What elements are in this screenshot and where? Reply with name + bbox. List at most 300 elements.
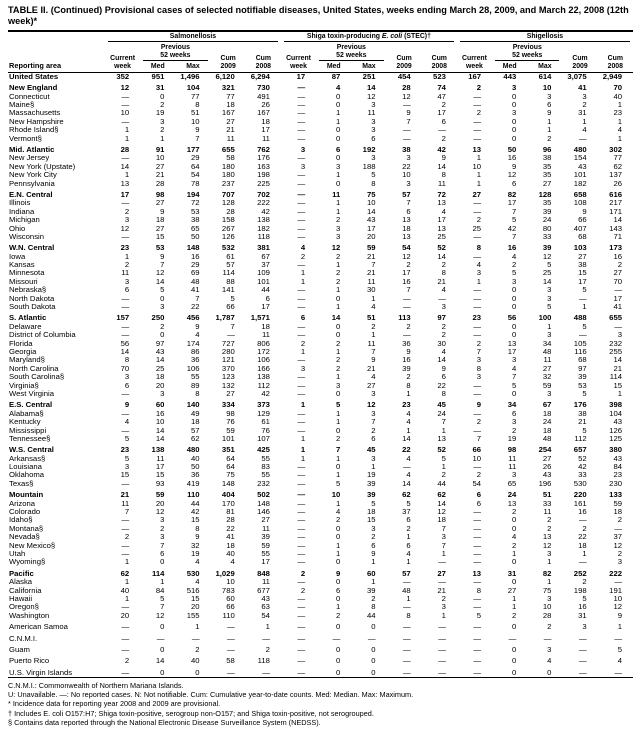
value-cell: 2	[336, 611, 341, 620]
value-cell: 56	[120, 339, 130, 348]
table-row	[8, 508, 633, 516]
value-cell: 25	[472, 224, 482, 233]
value-cell: 19	[366, 471, 376, 480]
previous-52-weeks-header-salmonellosis: Previous 52 weeks	[140, 43, 210, 61]
value-cell: 42	[261, 389, 270, 398]
value-cell: 352	[116, 72, 130, 81]
value-cell: 2	[371, 426, 376, 435]
table-row	[8, 331, 633, 339]
value-cell: 24	[437, 409, 446, 418]
value-cell: 62	[120, 569, 130, 578]
table-row	[8, 261, 633, 269]
value-cell: 1,571	[250, 314, 270, 323]
value-cell: 2	[582, 524, 587, 533]
value-cell: 2	[300, 586, 306, 595]
value-cell: 198	[573, 586, 587, 595]
value-cell: —	[121, 232, 130, 241]
value-cell: 176	[573, 401, 587, 410]
value-cell: 0	[160, 330, 165, 340]
value-cell: 1	[336, 286, 341, 295]
value-cell: 8	[441, 269, 446, 278]
value-cell: 1	[371, 462, 376, 472]
value-cell: 2	[511, 541, 517, 550]
value-cell: 254	[538, 446, 552, 455]
value-cell: —	[403, 100, 411, 110]
group-header-salmonellosis	[105, 31, 281, 44]
value-cell: 8	[441, 389, 446, 398]
table-row	[8, 208, 633, 216]
value-cell: 18	[155, 372, 165, 382]
value-cell: 28	[226, 207, 235, 216]
value-cell: 0	[336, 92, 341, 101]
reporting-area-cell: Colorado	[9, 507, 41, 517]
value-cell: 4	[582, 126, 587, 135]
value-cell: 16	[507, 154, 517, 163]
value-cell: 2	[336, 356, 341, 365]
value-cell: 13	[402, 215, 411, 225]
value-cell: 52	[437, 446, 446, 455]
value-cell: 141	[221, 286, 235, 295]
value-cell: —	[473, 577, 482, 587]
value-cell: 70	[613, 277, 622, 286]
value-cell: 6	[336, 586, 341, 595]
value-cell: 32	[191, 541, 200, 550]
value-cell: 13	[437, 434, 446, 443]
value-cell: 1	[617, 622, 622, 632]
value-cell: 3	[511, 356, 517, 365]
value-cell: 4	[406, 549, 411, 558]
value-cell: —	[473, 645, 482, 654]
table-row	[8, 323, 633, 331]
value-cell: 3	[547, 330, 552, 340]
value-cell: —	[403, 330, 411, 340]
reporting-area-cell: E.S. Central	[9, 401, 53, 410]
reporting-area-cell: Alaska	[9, 577, 33, 587]
value-cell: —	[297, 541, 306, 550]
value-cell: 1	[547, 558, 552, 567]
value-cell: 20	[155, 381, 165, 390]
value-cell: 132	[221, 381, 235, 390]
value-cell: 3	[511, 471, 517, 480]
value-cell: 155	[186, 611, 200, 620]
value-cell: 182	[257, 224, 270, 233]
value-cell: 2	[336, 516, 341, 525]
value-cell: —	[438, 622, 446, 632]
value-cell: 16	[402, 277, 411, 286]
value-cell: 52	[578, 454, 587, 463]
value-cell: 222	[609, 569, 622, 578]
value-cell: —	[297, 199, 306, 208]
value-cell: —	[578, 634, 587, 643]
value-cell: 43	[578, 162, 587, 171]
value-cell: 267	[221, 224, 235, 233]
value-cell: 2	[195, 645, 200, 654]
value-cell: 2	[511, 426, 517, 435]
table-row	[8, 171, 633, 179]
value-cell: 232	[609, 339, 622, 348]
value-cell: 1	[300, 347, 306, 356]
value-cell: 0	[336, 100, 341, 110]
value-cell: —	[121, 389, 130, 398]
value-cell: 138	[257, 215, 270, 225]
value-cell: 23	[613, 471, 622, 480]
value-cell: 6	[441, 372, 446, 382]
value-cell: 7	[441, 417, 446, 427]
value-cell: 28	[155, 179, 165, 188]
value-cell: 87	[331, 72, 341, 81]
value-cell: 52	[437, 244, 446, 253]
value-cell: 9	[160, 207, 165, 216]
value-cell: 3	[336, 224, 341, 233]
value-cell: 13	[437, 224, 446, 233]
value-cell: —	[262, 634, 270, 643]
value-cell: 61	[226, 252, 235, 261]
value-cell: 66	[226, 603, 235, 612]
value-cell: 114	[151, 569, 165, 578]
value-cell: 11	[367, 339, 376, 348]
value-cell: 4	[617, 126, 622, 135]
value-cell: 36	[191, 471, 200, 480]
value-cell: 1	[406, 594, 411, 603]
value-cell: 118	[257, 657, 270, 666]
value-cell: 2	[476, 339, 482, 348]
table-row	[8, 471, 633, 479]
value-cell: 1	[160, 134, 165, 143]
value-cell: 0	[160, 558, 165, 567]
value-cell: —	[297, 645, 306, 654]
value-cell: —	[473, 389, 482, 398]
value-cell: 3	[511, 84, 517, 93]
value-cell: 138	[151, 446, 165, 455]
value-cell: 5	[511, 215, 517, 225]
value-cell: 98	[155, 190, 165, 199]
value-cell: 177	[186, 145, 200, 155]
value-cell: —	[403, 302, 411, 312]
value-cell: 502	[257, 491, 270, 500]
value-cell: 9	[511, 162, 517, 171]
value-cell: 10	[155, 417, 165, 427]
value-cell: —	[438, 126, 446, 135]
value-cell: 7	[371, 260, 376, 270]
value-cell: 29	[191, 154, 200, 163]
value-cell: 9	[195, 532, 200, 542]
value-cell: 1	[336, 454, 341, 463]
value-cell: 702	[257, 190, 270, 199]
reporting-area-cell: Iowa	[9, 252, 26, 261]
value-cell: 59	[542, 381, 552, 390]
value-cell: 0	[511, 330, 517, 340]
value-cell: —	[156, 634, 165, 643]
value-cell: 1	[511, 594, 517, 603]
value-cell: 37	[402, 507, 411, 517]
value-cell: 1	[336, 170, 341, 180]
value-cell: 17	[613, 294, 622, 303]
value-cell: 191	[609, 586, 622, 595]
value-cell: 17	[507, 199, 517, 208]
value-cell: —	[403, 657, 411, 666]
value-cell: 7	[441, 541, 446, 550]
table-row	[8, 72, 633, 81]
value-cell: 37	[613, 532, 622, 542]
cum-2009-header-salmonellosis: Cum 2009	[211, 43, 246, 72]
value-cell: 154	[573, 154, 587, 163]
value-cell: 2	[547, 134, 552, 143]
reporting-area-cell: New York City	[9, 170, 57, 180]
value-cell: 3	[547, 294, 552, 303]
value-cell: —	[297, 389, 306, 398]
value-cell: 23	[472, 314, 482, 323]
table-row	[8, 84, 633, 92]
group-header-stec	[281, 31, 457, 44]
table-row	[8, 154, 633, 162]
value-cell: —	[297, 190, 306, 199]
footnote: † Includes E. coli O157:H7; Shiga toxin-positive, serogroup non-O157; and Shiga toxin-positive, not serogrouped.	[8, 708, 374, 718]
table-row	[8, 525, 633, 533]
value-cell: 15	[191, 516, 200, 525]
value-cell: —	[121, 645, 130, 654]
value-cell: 17	[261, 558, 270, 567]
value-cell: 0	[336, 462, 341, 472]
value-cell: 101	[221, 434, 235, 443]
value-cell: 0	[511, 322, 517, 331]
value-cell: 1	[371, 558, 376, 567]
value-cell: 3	[511, 109, 517, 118]
value-cell: 12	[402, 252, 411, 261]
value-cell: —	[473, 622, 482, 632]
value-cell: 2	[441, 134, 446, 143]
table-row	[8, 623, 633, 631]
value-cell: 1	[476, 179, 482, 188]
value-cell: 2	[511, 507, 517, 517]
value-cell: 3	[547, 286, 552, 295]
value-cell: 15	[191, 594, 200, 603]
value-cell: 217	[609, 199, 622, 208]
value-cell: 22	[226, 524, 235, 533]
value-cell: 657	[573, 446, 587, 455]
value-cell: —	[121, 100, 130, 110]
value-cell: 174	[186, 339, 200, 348]
value-cell: 4	[195, 577, 200, 587]
value-cell: —	[121, 516, 130, 525]
value-cell: —	[297, 409, 306, 418]
value-cell: 7	[230, 322, 235, 331]
value-cell: 171	[609, 207, 622, 216]
group-header-shigellosis	[457, 31, 633, 44]
value-cell: —	[297, 426, 306, 435]
value-cell: 2	[160, 322, 165, 331]
table-row	[8, 294, 633, 302]
value-cell: 101	[257, 277, 270, 286]
value-cell: 14	[155, 356, 165, 365]
table-row	[8, 426, 633, 434]
value-cell: 106	[186, 364, 200, 373]
value-cell: 25	[155, 364, 165, 373]
value-cell: 6	[476, 499, 482, 508]
value-cell: 255	[609, 347, 622, 356]
value-cell: 1	[265, 622, 270, 632]
value-cell: —	[297, 516, 306, 525]
value-cell: —	[297, 100, 306, 110]
value-cell: —	[473, 252, 482, 261]
value-cell: —	[297, 232, 306, 241]
value-cell: —	[473, 516, 482, 525]
value-cell: 42	[191, 507, 200, 517]
value-cell: 1	[336, 347, 341, 356]
value-cell: —	[473, 322, 482, 331]
value-cell: —	[578, 294, 587, 303]
value-cell: 2	[441, 260, 446, 270]
value-cell: 54	[402, 244, 411, 253]
value-cell: —	[297, 330, 306, 340]
value-cell: 10	[120, 109, 130, 118]
value-cell: 0	[371, 668, 376, 677]
value-cell: —	[438, 558, 446, 567]
value-cell: 3	[371, 524, 376, 533]
value-cell: 2	[265, 645, 270, 654]
value-cell: 8	[441, 170, 446, 180]
value-cell: 54	[191, 170, 200, 180]
value-cell: 5	[160, 594, 165, 603]
value-cell: —	[438, 577, 446, 587]
value-cell: —	[473, 549, 482, 558]
value-cell: 72	[437, 190, 446, 199]
value-cell: 39	[366, 491, 376, 500]
value-cell: —	[614, 668, 622, 677]
value-cell: 38	[578, 409, 587, 418]
value-cell: 1	[547, 117, 552, 126]
value-cell: 3	[371, 454, 376, 463]
value-cell: 166	[257, 364, 270, 373]
value-cell: 2	[406, 524, 411, 533]
value-cell: 0	[336, 524, 341, 533]
value-cell: 380	[609, 446, 622, 455]
reporting-area-cell: Oklahoma	[9, 471, 45, 480]
value-cell: 11	[261, 577, 270, 587]
value-cell: 8	[124, 356, 130, 365]
value-cell: 1	[124, 170, 130, 180]
value-cell: 77	[613, 154, 622, 163]
value-cell: 60	[155, 401, 165, 410]
value-cell: 1	[406, 558, 411, 567]
value-cell: 2	[336, 269, 341, 278]
reporting-area-cell: Wisconsin	[9, 232, 45, 241]
value-cell: 3	[160, 117, 165, 126]
value-cell: 27	[261, 516, 270, 525]
value-cell: —	[297, 634, 306, 643]
table-row	[8, 541, 633, 549]
value-cell: 75	[226, 471, 235, 480]
value-cell: 2	[547, 622, 552, 632]
value-cell: 36	[191, 356, 200, 365]
value-cell: —	[297, 134, 306, 143]
value-cell: —	[438, 668, 446, 677]
value-cell: 69	[191, 269, 200, 278]
value-cell: —	[403, 134, 411, 143]
value-cell: 60	[226, 594, 235, 603]
value-cell: 157	[116, 314, 130, 323]
value-cell: 116	[574, 347, 587, 356]
value-cell: 18	[366, 507, 376, 517]
value-cell: 40	[191, 657, 200, 666]
value-cell: 15	[613, 381, 622, 390]
value-cell: 370	[221, 364, 235, 373]
reporting-area-cell: Montana§	[9, 524, 44, 533]
value-cell: 14	[155, 277, 165, 286]
value-cell: 12	[120, 224, 130, 233]
value-cell: 5	[511, 381, 517, 390]
value-cell: 9	[195, 322, 200, 331]
value-cell: 18	[226, 100, 235, 110]
value-cell: 4	[195, 558, 200, 567]
value-cell: 22	[402, 162, 411, 171]
value-cell: —	[614, 634, 622, 643]
value-cell: 1	[336, 207, 341, 216]
table-row	[8, 244, 633, 252]
value-cell: 27	[155, 162, 165, 171]
footnote: U: Unavailable. —: No reported cases. N: Not notifiable. Cum: Cumulative year-to-date counts. Med: Median. Max: Maximum.	[8, 690, 414, 700]
value-cell: 7	[336, 446, 341, 455]
value-cell: 50	[191, 462, 200, 472]
reporting-area-cell: Nebraska§	[9, 286, 47, 295]
value-cell: 33	[542, 232, 552, 241]
value-cell: 6	[441, 117, 446, 126]
value-cell: 50	[191, 232, 200, 241]
value-cell: 0	[160, 668, 165, 677]
value-cell: —	[121, 541, 130, 550]
value-cell: 172	[257, 347, 270, 356]
value-cell: 1	[300, 454, 306, 463]
value-cell: 16	[191, 252, 200, 261]
value-cell: 121	[221, 356, 235, 365]
value-cell: 15	[120, 471, 130, 480]
value-cell: 677	[257, 586, 270, 595]
cum-2008-header-salmonellosis: Cum 2008	[246, 43, 281, 72]
reporting-area-cell: American Samoa	[9, 622, 68, 632]
value-cell: 28	[120, 145, 130, 155]
value-cell: 11	[437, 179, 446, 188]
value-cell: 727	[221, 339, 235, 348]
value-cell: 425	[257, 446, 270, 455]
value-cell: 11	[367, 277, 376, 286]
value-cell: —	[473, 657, 482, 666]
reporting-area-cell: Oregon§	[9, 603, 39, 612]
table-title: TABLE II. (Continued) Provisional cases of selected notifiable diseases, United States, weeks ending March 28, 2009, and March 22, 2008 (12th week)*	[8, 5, 629, 26]
value-cell: 8	[476, 364, 482, 373]
value-cell: 34	[507, 401, 517, 410]
value-cell: 16	[613, 252, 622, 261]
value-cell: 7	[371, 417, 376, 427]
value-cell: 655	[221, 145, 235, 155]
value-cell: 3	[582, 92, 587, 101]
value-cell: 0	[511, 524, 517, 533]
value-cell: —	[332, 634, 341, 643]
value-cell: 14	[331, 314, 341, 323]
value-cell: 40	[191, 454, 200, 463]
value-cell: 2	[617, 516, 622, 525]
value-cell: 21	[613, 364, 622, 373]
value-cell: —	[473, 668, 482, 677]
value-cell: 19	[155, 109, 165, 118]
value-cell: —	[473, 330, 482, 340]
table-row	[8, 179, 633, 187]
value-cell: 0	[511, 294, 517, 303]
value-cell: —	[227, 668, 235, 677]
value-cell: —	[297, 507, 306, 517]
value-cell: 4	[547, 657, 552, 666]
value-cell: 10	[191, 117, 200, 126]
cum-2009-header-shigellosis: Cum 2009	[562, 43, 597, 72]
max-header-salmonellosis: Max	[175, 62, 210, 72]
